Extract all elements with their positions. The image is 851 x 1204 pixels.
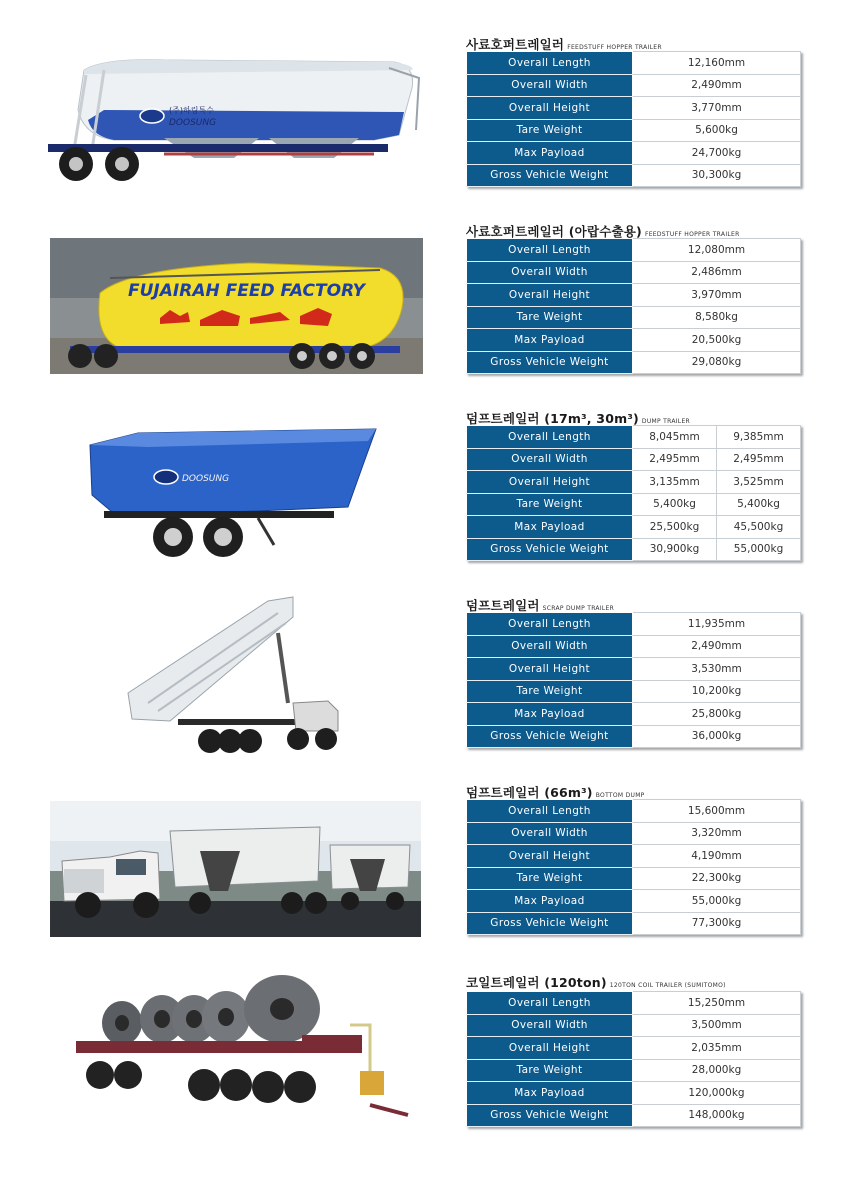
row-label: Gross Vehicle Weight	[467, 1104, 633, 1127]
table-row	[467, 52, 801, 75]
row-value: 15,600mm	[633, 800, 801, 823]
row-label: Max Payload	[467, 329, 633, 352]
row-label: Overall Width	[467, 635, 633, 658]
row-value: 3,770mm	[633, 97, 801, 120]
row-label: Overall Length	[467, 800, 633, 823]
row-value-17m3: 25,500kg	[633, 516, 717, 539]
table-row	[467, 992, 801, 1015]
row-label: Max Payload	[467, 1082, 633, 1105]
row-value: 28,000kg	[633, 1059, 801, 1082]
doosung-brand-text: DOOSUNG	[182, 474, 230, 484]
row-value: 12,080mm	[633, 239, 801, 262]
row-value-30m3: 3,525mm	[717, 471, 801, 494]
row-value: 120,000kg	[633, 1082, 801, 1105]
row-value: 77,300kg	[633, 912, 801, 935]
fujairah-hopper-photo	[50, 238, 423, 374]
row-value: 15,250mm	[633, 992, 801, 1015]
table-row	[467, 493, 801, 516]
table-row	[467, 1014, 801, 1037]
row-label: Max Payload	[467, 890, 633, 913]
row-value: 5,600kg	[633, 119, 801, 142]
table-row	[467, 867, 801, 890]
row-label: Gross Vehicle Weight	[467, 538, 633, 561]
table-row	[467, 306, 801, 329]
table-row	[467, 890, 801, 913]
row-value-30m3: 9,385mm	[717, 426, 801, 449]
table-row	[467, 261, 801, 284]
title-kr: 덤프트레일러 (66m³)	[466, 785, 593, 800]
table-row	[467, 448, 801, 471]
title-en: 120TON COIL TRAILER (SUMITOMO)	[609, 982, 726, 989]
row-label: Overall Length	[467, 239, 633, 262]
title-en: FEEDSTUFF HOPPER TRAILER	[567, 44, 662, 51]
row-value: 3,530mm	[633, 658, 801, 681]
bottom-dump-trailer-photo	[50, 801, 421, 937]
row-value-30m3: 55,000kg	[717, 538, 801, 561]
row-value-17m3: 30,900kg	[633, 538, 717, 561]
row-label: Tare Weight	[467, 493, 633, 516]
row-label: Gross Vehicle Weight	[467, 912, 633, 935]
row-value: 22,300kg	[633, 867, 801, 890]
table-row	[467, 516, 801, 539]
row-label: Overall Length	[467, 992, 633, 1015]
row-label: Tare Weight	[467, 306, 633, 329]
title-en: FEEDSTUFF HOPPER TRAILER	[644, 231, 740, 238]
row-label: Max Payload	[467, 703, 633, 726]
row-label: Overall Height	[467, 658, 633, 681]
row-label: Max Payload	[467, 516, 633, 539]
table-row	[467, 1059, 801, 1082]
hopper-trailer-photo	[44, 40, 424, 190]
table-row	[467, 725, 801, 748]
row-label: Overall Width	[467, 261, 633, 284]
table-row	[467, 822, 801, 845]
table-row	[467, 119, 801, 142]
row-value: 29,080kg	[633, 351, 801, 374]
doosung-kr-text: (주)하림특수	[169, 106, 214, 115]
title-en: BOTTOM DUMP	[595, 792, 645, 799]
title-kr: 사료호퍼트레일러 (아랍수출용)	[466, 224, 642, 239]
row-value: 3,320mm	[633, 822, 801, 845]
spec-table	[466, 991, 801, 1127]
row-value: 12,160mm	[633, 52, 801, 75]
row-label: Overall Height	[467, 471, 633, 494]
row-value: 4,190mm	[633, 845, 801, 868]
row-label: Tare Weight	[467, 680, 633, 703]
table-row	[467, 635, 801, 658]
row-value-17m3: 3,135mm	[633, 471, 717, 494]
table-row	[467, 800, 801, 823]
table-row	[467, 538, 801, 561]
table-row	[467, 658, 801, 681]
row-value: 55,000kg	[633, 890, 801, 913]
table-row	[467, 845, 801, 868]
row-value: 10,200kg	[633, 680, 801, 703]
row-value: 11,935mm	[633, 613, 801, 636]
spec-table	[466, 238, 801, 374]
row-label: Gross Vehicle Weight	[467, 725, 633, 748]
table-row	[467, 1037, 801, 1060]
row-value-30m3: 45,500kg	[717, 516, 801, 539]
row-value-17m3: 2,495mm	[633, 448, 717, 471]
spec-table	[466, 51, 801, 187]
row-label: Overall Length	[467, 52, 633, 75]
row-value: 36,000kg	[633, 725, 801, 748]
table-row	[467, 74, 801, 97]
table-row	[467, 329, 801, 352]
table-row	[467, 284, 801, 307]
row-value: 24,700kg	[633, 142, 801, 165]
row-value: 20,500kg	[633, 329, 801, 352]
scrap-dump-trailer-photo	[118, 593, 348, 763]
row-value-30m3: 2,495mm	[717, 448, 801, 471]
spec-title	[466, 973, 726, 991]
row-value: 2,490mm	[633, 635, 801, 658]
row-value: 2,035mm	[633, 1037, 801, 1060]
title-kr: 코일트레일러 (120ton)	[466, 975, 607, 990]
table-row	[467, 613, 801, 636]
row-value: 8,580kg	[633, 306, 801, 329]
row-label: Overall Length	[467, 613, 633, 636]
row-label: Overall Height	[467, 1037, 633, 1060]
title-en: SCRAP DUMP TRAILER	[542, 605, 615, 612]
spec-table	[466, 799, 801, 935]
row-value: 2,486mm	[633, 261, 801, 284]
title-kr: 덤프트레일러 (17m³, 30m³)	[466, 411, 639, 426]
row-label: Overall Length	[467, 426, 633, 449]
row-label: Gross Vehicle Weight	[467, 351, 633, 374]
table-row	[467, 351, 801, 374]
row-label: Overall Height	[467, 97, 633, 120]
row-value: 25,800kg	[633, 703, 801, 726]
table-row	[467, 1082, 801, 1105]
title-en: DUMP TRAILER	[641, 418, 691, 425]
table-row	[467, 471, 801, 494]
row-label: Tare Weight	[467, 119, 633, 142]
spec-table	[466, 612, 801, 748]
row-value: 3,970mm	[633, 284, 801, 307]
coil-trailer-photo	[70, 975, 415, 1140]
table-row	[467, 164, 801, 187]
spec-table	[466, 425, 801, 561]
dump-trailer-photo	[78, 425, 383, 570]
row-label: Max Payload	[467, 142, 633, 165]
row-value-30m3: 5,400kg	[717, 493, 801, 516]
row-value: 148,000kg	[633, 1104, 801, 1127]
title-kr: 덤프트레일러	[466, 598, 540, 613]
row-label: Overall Height	[467, 284, 633, 307]
table-row	[467, 426, 801, 449]
table-row	[467, 142, 801, 165]
row-label: Tare Weight	[467, 867, 633, 890]
row-value-17m3: 5,400kg	[633, 493, 717, 516]
fujairah-banner-text: FUJAIRAH FEED FACTORY	[128, 281, 365, 301]
row-label: Overall Height	[467, 845, 633, 868]
table-row	[467, 912, 801, 935]
row-label: Gross Vehicle Weight	[467, 164, 633, 187]
row-value: 3,500mm	[633, 1014, 801, 1037]
table-row	[467, 97, 801, 120]
row-value-17m3: 8,045mm	[633, 426, 717, 449]
title-kr: 사료호퍼트레일러	[466, 37, 565, 52]
table-row	[467, 703, 801, 726]
row-label: Overall Width	[467, 1014, 633, 1037]
row-label: Overall Width	[467, 448, 633, 471]
doosung-brand-text: DOOSUNG	[169, 118, 217, 128]
row-label: Tare Weight	[467, 1059, 633, 1082]
table-row	[467, 239, 801, 262]
row-label: Overall Width	[467, 822, 633, 845]
row-value: 30,300kg	[633, 164, 801, 187]
table-row	[467, 1104, 801, 1127]
table-row	[467, 680, 801, 703]
row-value: 2,490mm	[633, 74, 801, 97]
row-label: Overall Width	[467, 74, 633, 97]
